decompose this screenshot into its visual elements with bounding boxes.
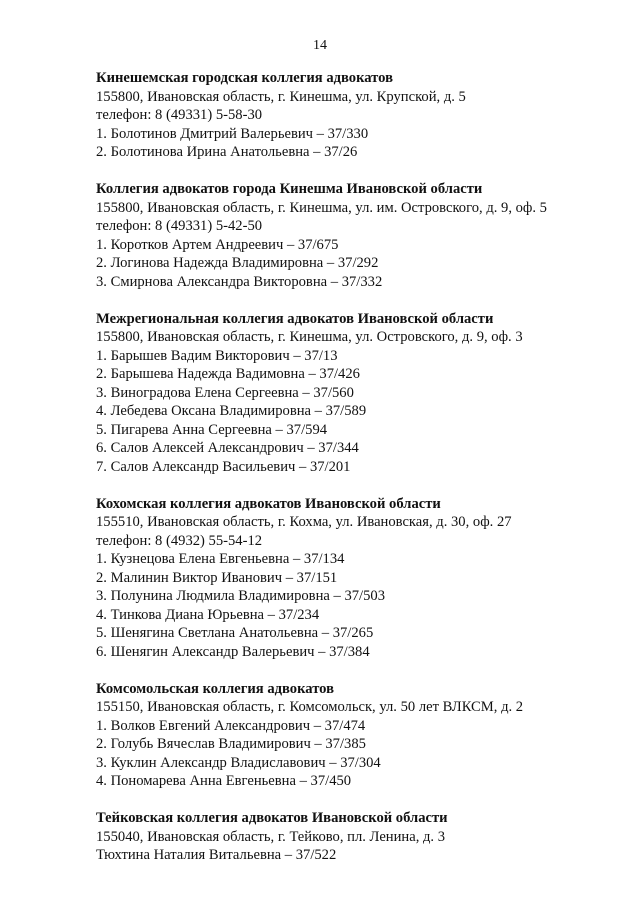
member-item: 3. Смирнова Александра Викторовна – 37/332 bbox=[96, 273, 383, 290]
member-item: 3. Куклин Александр Владиславович – 37/304 bbox=[96, 754, 381, 771]
section-phone: телефон: 8 (49331) 5-58-30 bbox=[96, 107, 263, 123]
section-address: 155800, Ивановская область, г. Кинешма, ул. Островского, д. 9, оф. 3 bbox=[96, 329, 523, 345]
section-address: 155040, Ивановская область, г. Тейково, пл. Ленина, д. 3 bbox=[96, 828, 446, 845]
section-title: Тейковская коллегия адвокатов Ивановской области bbox=[96, 810, 448, 826]
member-item: 4. Тинкова Диана Юрьевна – 37/234 bbox=[96, 606, 320, 623]
member-item: 5. Шенягина Светлана Анатольевна – 37/265 bbox=[96, 625, 374, 641]
section-address: 155150, Ивановская область, г. Комсомольск, ул. 50 лет ВЛКСМ, д. 2 bbox=[96, 699, 524, 715]
member-item: 4. Пономарева Анна Евгеньевна – 37/450 bbox=[96, 773, 352, 789]
section-interregional-bar bbox=[96, 310, 616, 477]
member-item: 2. Логинова Надежда Владимировна – 37/292 bbox=[96, 255, 379, 271]
document-body bbox=[96, 69, 616, 883]
section-address: 155800, Ивановская область, г. Кинешма, ул. Крупской, д. 5 bbox=[96, 88, 466, 105]
member-item: 2. Барышева Надежда Вадимовна – 37/426 bbox=[96, 366, 360, 382]
section-title: Межрегиональная коллегия адвокатов Ивановской области bbox=[96, 310, 494, 327]
member-item: 6. Салов Алексей Александрович – 37/344 bbox=[96, 440, 359, 456]
member-item: 1. Болотинов Дмитрий Валерьевич – 37/330 bbox=[96, 125, 369, 142]
member-item: 2. Голубь Вячеслав Владимирович – 37/385 bbox=[96, 736, 366, 752]
member-item: 1. Волков Евгений Александрович – 37/474 bbox=[96, 717, 366, 734]
member-item: Тюхтина Наталия Витальевна – 37/522 bbox=[96, 847, 337, 863]
section-title: Кинешемская городская коллегия адвокатов bbox=[96, 70, 393, 86]
section-phone: телефон: 8 (49331) 5-42-50 bbox=[96, 218, 263, 234]
section-teykovo-bar bbox=[96, 809, 616, 865]
page-number: 14 bbox=[313, 38, 327, 53]
section-komsomolsk-bar bbox=[96, 680, 616, 791]
member-item: 3. Виноградова Елена Сергеевна – 37/560 bbox=[96, 384, 354, 401]
member-item: 5. Пигарева Анна Сергеевна – 37/594 bbox=[96, 421, 328, 438]
member-item: 2. Малинин Виктор Иванович – 37/151 bbox=[96, 569, 338, 586]
section-title: Коллегия адвокатов города Кинешма Ивановской области bbox=[96, 181, 483, 197]
section-title: Кохомская коллегия адвокатов Ивановской области bbox=[96, 495, 441, 512]
member-item: 2. Болотинова Ирина Анатольевна – 37/26 bbox=[96, 144, 358, 160]
member-item: 1. Кузнецова Елена Евгеньевна – 37/134 bbox=[96, 551, 345, 567]
member-item: 1. Барышев Вадим Викторович – 37/13 bbox=[96, 347, 338, 364]
member-item: 7. Салов Александр Васильевич – 37/201 bbox=[96, 458, 351, 475]
section-address: 155510, Ивановская область, г. Кохма, ул. Ивановская, д. 30, оф. 27 bbox=[96, 514, 512, 530]
member-item: 3. Полунина Людмила Владимировна – 37/503 bbox=[96, 588, 385, 604]
section-address: 155800, Ивановская область, г. Кинешма, ул. им. Островского, д. 9, оф. 5 bbox=[96, 199, 547, 216]
member-item: 4. Лебедева Оксана Владимировна – 37/589 bbox=[96, 403, 367, 419]
section-kineshma-city-bar bbox=[96, 69, 616, 162]
section-kineshma-bar bbox=[96, 180, 616, 291]
section-phone: телефон: 8 (4932) 55-54-12 bbox=[96, 532, 263, 549]
section-title: Комсомольская коллегия адвокатов bbox=[96, 680, 334, 697]
member-item: 6. Шенягин Александр Валерьевич – 37/384 bbox=[96, 643, 370, 660]
section-kokhma-bar bbox=[96, 495, 616, 662]
member-item: 1. Коротков Артем Андреевич – 37/675 bbox=[96, 236, 339, 253]
